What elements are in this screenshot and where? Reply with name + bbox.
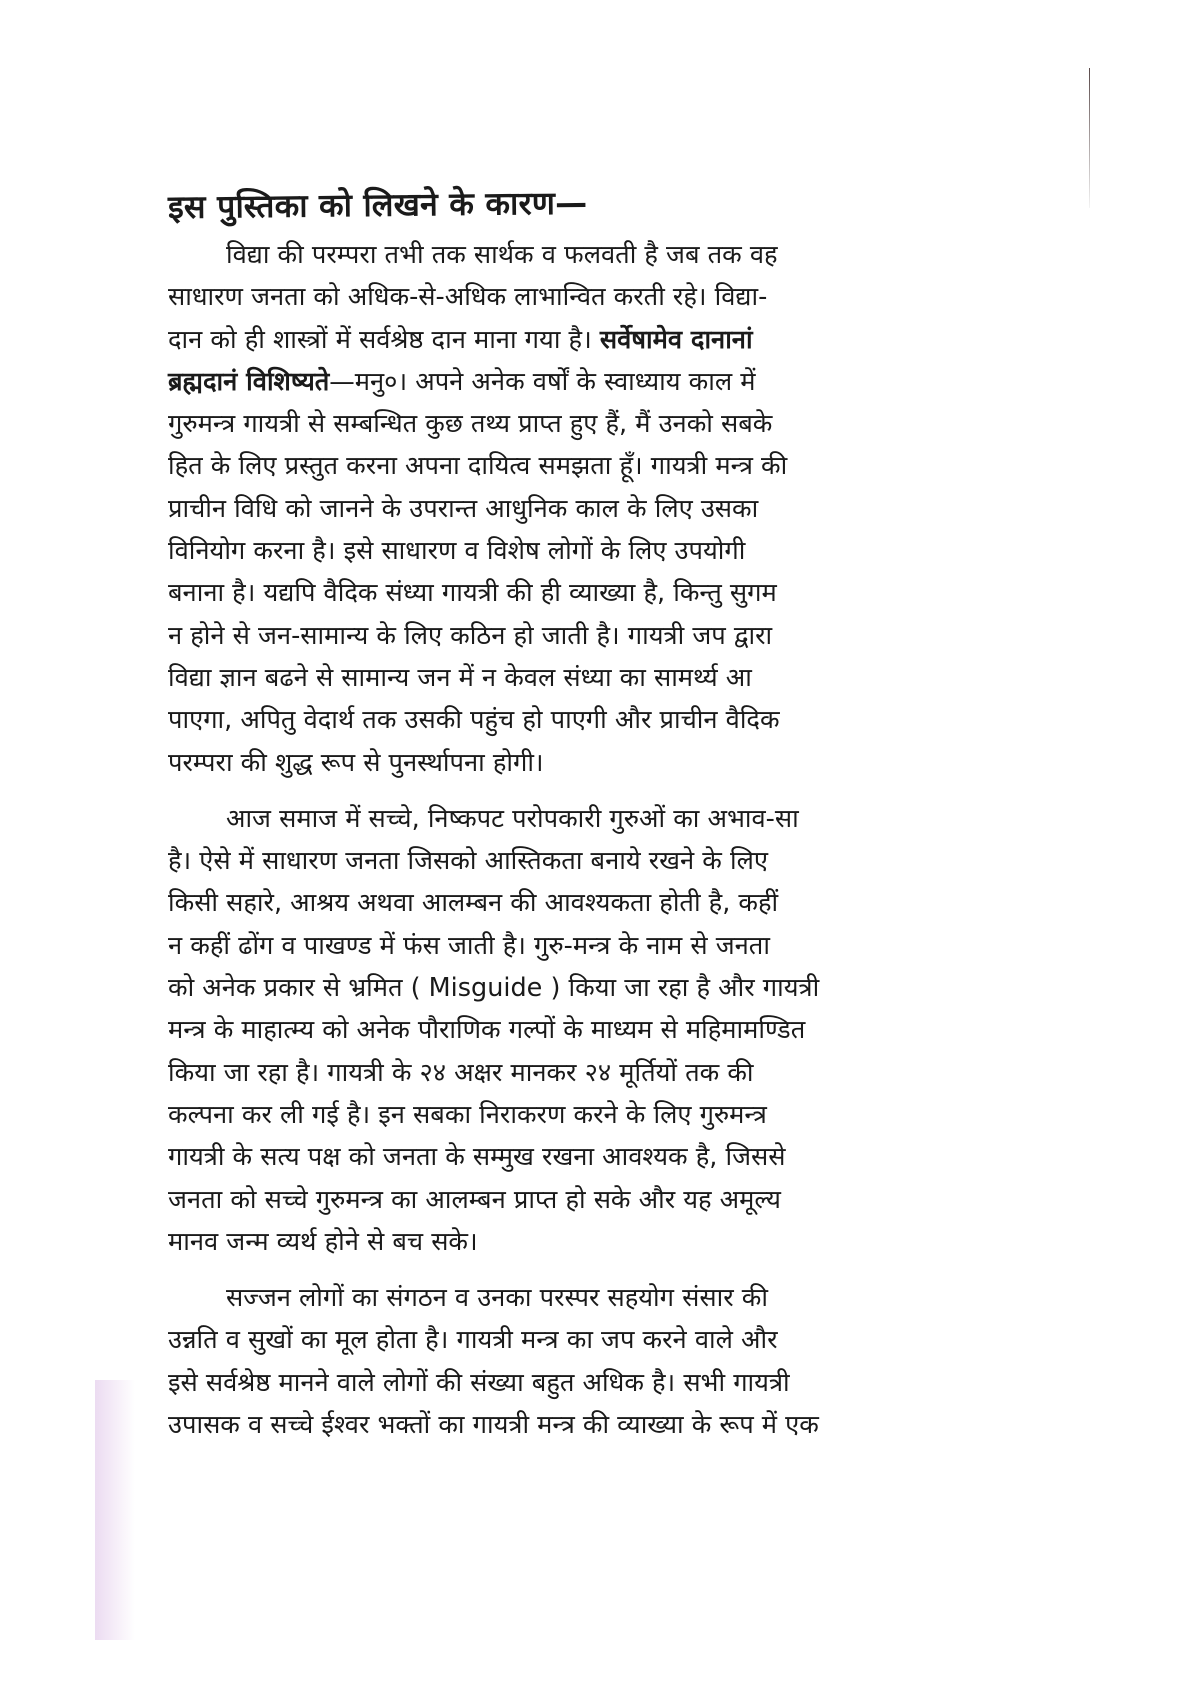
text-line: उन्नति व सुखों का मूल होता है। गायत्री मन्त्र का जप करने वाले और <box>168 1325 778 1356</box>
text-line: कल्पना कर ली गई है। इन सबका निराकरण करने के लिए गुरुमन्त्र <box>168 1099 767 1130</box>
sanskrit-quote: सर्वेषामेव दानानां <box>599 324 753 355</box>
page-binding-shadow <box>95 1380 135 1640</box>
text-line: मन्त्र के माहात्म्य को अनेक पौराणिक गल्पों के माध्यम से महिमामण्डित <box>168 1015 806 1046</box>
text-line: आज समाज में सच्चे, निष्कपट परोपकारी गुरुओं का अभाव-सा <box>226 803 799 834</box>
text-line: विनियोग करना है। इसे साधारण व विशेष लोगों के लिए उपयोगी <box>168 536 746 567</box>
text-line: है। ऐसे में साधारण जनता जिसको आस्तिकता बनाये रखने के लिए <box>168 846 768 877</box>
page-edge-line <box>1089 68 1090 208</box>
text-line: उपासक व सच्चे ईश्वर भक्तों का गायत्री मन्त्र की व्याख्या के रूप में एक <box>168 1410 819 1441</box>
sanskrit-quote: ब्रह्मदानं विशिष्यते <box>168 366 330 397</box>
text-line: ब्रह्मदानं विशिष्यते—मनु०। अपने अनेक वर्षों के स्वाध्याय काल में <box>168 366 756 397</box>
text-line: किसी सहारे, आश्रय अथवा आलम्बन की आवश्यकता होती है, कहीं <box>168 888 779 919</box>
text-line: इसे सर्वश्रेष्ठ मानने वाले लोगों की संख्या बहुत अधिक है। सभी गायत्री <box>168 1367 790 1398</box>
text-line: गुरुमन्त्र गायत्री से सम्बन्धित कुछ तथ्य प्राप्त हुए हैं, मैं उनको सबके <box>168 409 773 440</box>
paragraph-2 <box>168 798 988 1263</box>
text-line: किया जा रहा है। गायत्री के २४ अक्षर मानकर २४ मूर्तियों तक की <box>168 1057 754 1088</box>
paragraph-1 <box>168 234 988 784</box>
text-line: हित के लिए प्रस्तुत करना अपना दायित्व समझता हूँ। गायत्री मन्त्र की <box>168 451 788 482</box>
text-line: साधारण जनता को अधिक-से-अधिक लाभान्वित करती रहे। विद्या- <box>168 282 768 313</box>
paragraph-3 <box>168 1277 988 1446</box>
text-line: दान को ही शास्त्रों में सर्वश्रेष्ठ दान माना गया है। सर्वेषामेव दानानां <box>168 324 753 355</box>
text-line: को अनेक प्रकार से भ्रमित ( Misguide ) किया जा रहा है और गायत्री <box>168 973 820 1004</box>
text-line: जनता को सच्चे गुरुमन्त्र का आलम्बन प्राप्त हो सके और यह अमूल्य <box>168 1184 781 1215</box>
text-line: न होने से जन-सामान्य के लिए कठिन हो जाती है। गायत्री जप द्वारा <box>168 620 773 651</box>
text-line: प्राचीन विधि को जानने के उपरान्त आधुनिक काल के लिए उसका <box>168 493 759 524</box>
document-body <box>168 185 988 1460</box>
text-line: विद्या ज्ञान बढने से सामान्य जन में न केवल संध्या का सामर्थ्य आ <box>168 662 752 693</box>
text-line: परम्परा की शुद्ध रूप से पुनर्स्थापना होगी। <box>168 747 544 778</box>
text-line: बनाना है। यद्यपि वैदिक संध्या गायत्री की ही व्याख्या है, किन्तु सुगम <box>168 578 777 609</box>
text-line: न कहीं ढोंग व पाखण्ड में फंस जाती है। गुरु-मन्त्र के नाम से जनता <box>168 930 770 961</box>
text-line: पाएगा, अपितु वेदार्थ तक उसकी पहुंच हो पाएगी और प्राचीन वैदिक <box>168 705 780 736</box>
section-heading: इस पुस्तिका को लिखने के कारण— <box>167 183 588 226</box>
text-line: गायत्री के सत्य पक्ष को जनता के सम्मुख रखना आवश्यक है, जिससे <box>168 1142 786 1173</box>
text-line: सज्जन लोगों का संगठन व उनका परस्पर सहयोग संसार की <box>226 1283 768 1314</box>
text-line: विद्या की परम्परा तभी तक सार्थक व फलवती है जब तक वह <box>226 240 778 270</box>
text-line: मानव जन्म व्यर्थ होने से बच सके। <box>168 1226 478 1257</box>
